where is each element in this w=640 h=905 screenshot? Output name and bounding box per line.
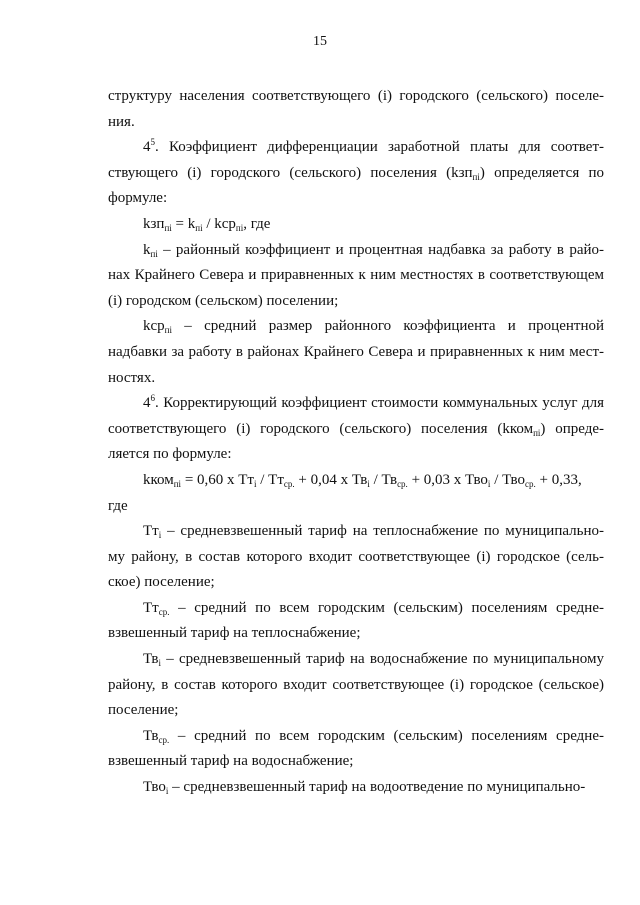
clause-sup: 5 bbox=[150, 137, 155, 148]
formula-term: = 0,60 x Тт bbox=[181, 471, 254, 488]
subscript: пi bbox=[472, 171, 480, 182]
definition-text: – средний по всем городским (сельским) поселениям средне-взвешенный тариф на теплоснабжение; bbox=[108, 599, 604, 642]
clause-sup: 6 bbox=[150, 393, 155, 404]
subscript: ср. bbox=[283, 478, 295, 489]
definition-text: – средневзвешенный тариф на теплоснабжение по муниципально-му району, в состав которого входит соответствующее (i) городское (сель-ское) поселение; bbox=[108, 523, 604, 591]
definition-tvo-i bbox=[108, 775, 604, 801]
subscript: i bbox=[158, 530, 162, 541]
definition-term: kср bbox=[143, 318, 165, 335]
formula-term: + 0,03 x Тво bbox=[407, 471, 488, 488]
paragraph-continuation: структуру населения соответствующего (i) городского (сельского) поселе-ния. bbox=[108, 88, 604, 130]
definition-term: Тт bbox=[143, 599, 159, 616]
subscript: i bbox=[254, 478, 257, 489]
definition-tt-sr bbox=[108, 596, 604, 647]
subscript: i bbox=[165, 786, 169, 797]
formula-term: / kср bbox=[202, 215, 236, 232]
definition-term: k bbox=[143, 241, 151, 258]
definition-text: – средний по всем городским (сельским) поселениям средне-взвешенный тариф на водоснабжение; bbox=[108, 727, 604, 770]
subscript: пi bbox=[533, 427, 541, 438]
clause-text: . Корректирующий коэффициент стоимости коммунальных услуг для соответствующего (i) городского (сельского) поселения (kком bbox=[108, 395, 604, 437]
definition-k bbox=[108, 238, 604, 315]
definition-term: Тв bbox=[143, 727, 159, 744]
formula-term: , где bbox=[243, 215, 271, 232]
formula-term: kзп bbox=[143, 215, 165, 232]
clause-text: . Коэффициент дифференциации заработной платы для соответ-ствующего (i) городского (сельского) поселения (kзп bbox=[108, 139, 604, 181]
paragraph-4-6 bbox=[108, 391, 604, 468]
paragraph-4-5 bbox=[108, 135, 604, 212]
formula-term: / Тв bbox=[369, 471, 398, 488]
definition-term: Тв bbox=[143, 651, 159, 668]
formula-term: kком bbox=[143, 471, 174, 488]
subscript: i bbox=[487, 478, 491, 489]
subscript: пi bbox=[164, 325, 172, 336]
subscript: пi bbox=[150, 248, 158, 259]
definition-term: Тт bbox=[143, 523, 159, 540]
definition-tv-i bbox=[108, 647, 604, 724]
subscript: пi bbox=[195, 222, 203, 233]
definition-tv-sr bbox=[108, 724, 604, 775]
definition-term: Тво bbox=[143, 779, 166, 796]
definition-text: – средний размер районного коэффициента и процентной надбавки за работу в районах Крайнего Севера и приравненных к ним мест-ностях. bbox=[108, 318, 604, 386]
clause-number: 4 bbox=[143, 395, 151, 412]
page-number: 15 bbox=[313, 34, 327, 49]
formula-term: = k bbox=[171, 215, 196, 232]
subscript: пi bbox=[164, 222, 172, 233]
subscript: ср. bbox=[158, 606, 170, 617]
clause-text-end: ) опреде-ляется по формуле: bbox=[108, 420, 604, 463]
formula-tail: где bbox=[108, 497, 128, 514]
definition-ksr bbox=[108, 314, 604, 391]
clause-text-end: ) определяется по формуле: bbox=[108, 164, 605, 207]
formula-term: / Тво bbox=[490, 471, 526, 488]
formula-term: + 0,33, bbox=[535, 471, 582, 488]
definition-text: – районный коэффициент и процентная надбавка за работу в райо-нах Крайнего Севера и приравненных к ним местностях в соответствующем (i) городском (сельском) поселении; bbox=[108, 241, 604, 309]
definition-text: – средневзвешенный тариф на водоснабжение по муниципальному району, в состав которого входит соответствующее (i) городское (сельское) поселение; bbox=[108, 651, 604, 719]
subscript: ср. bbox=[158, 734, 170, 745]
subscript: ср. bbox=[397, 478, 408, 489]
subscript: i bbox=[367, 478, 370, 489]
subscript: i bbox=[158, 658, 162, 669]
subscript: пi bbox=[173, 478, 182, 489]
clause-number: 4 bbox=[143, 139, 151, 156]
document-body bbox=[108, 84, 604, 801]
definition-tt-i bbox=[108, 519, 604, 596]
formula-kkom bbox=[108, 468, 604, 494]
formula-term: + 0,04 x Тв bbox=[294, 471, 368, 488]
definition-text: – средневзвешенный тариф на водоотведение по муниципально- bbox=[168, 779, 586, 796]
subscript: ср. bbox=[525, 478, 536, 489]
subscript: пi bbox=[235, 222, 244, 233]
formula-kzp bbox=[108, 212, 604, 238]
formula-term: / Тт bbox=[256, 471, 284, 488]
